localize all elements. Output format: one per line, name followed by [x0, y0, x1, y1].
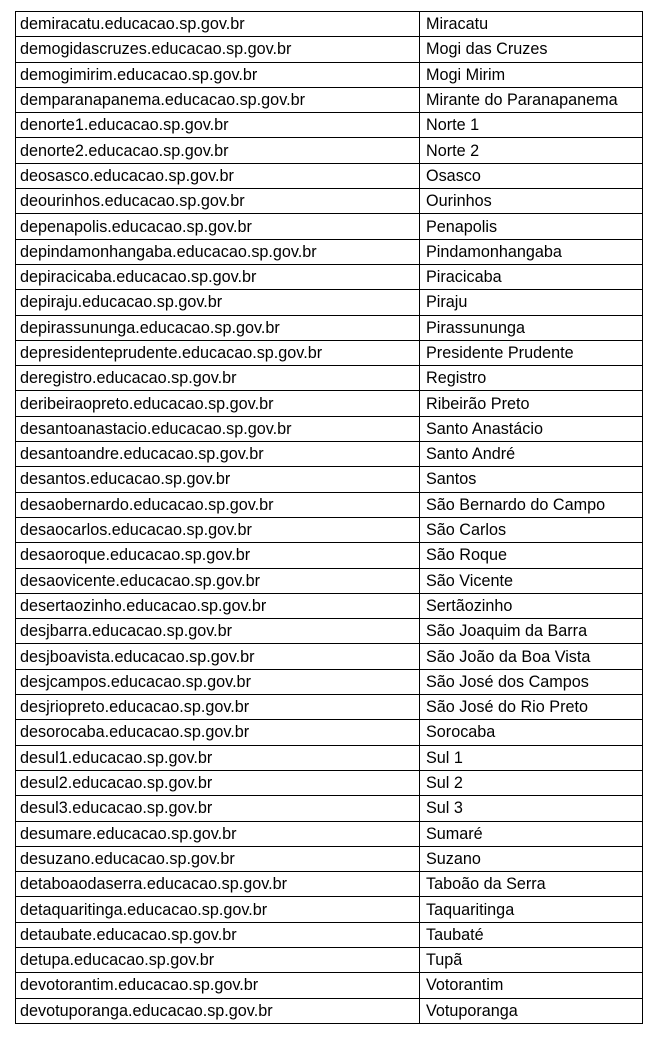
domain-cell: desul3.educacao.sp.gov.br	[16, 796, 420, 821]
domain-cell: desantoandre.educacao.sp.gov.br	[16, 442, 420, 467]
domain-cell: desaoroque.educacao.sp.gov.br	[16, 543, 420, 568]
table-row	[16, 517, 643, 542]
city-cell: Ribeirão Preto	[420, 391, 643, 416]
domain-cell: depresidenteprudente.educacao.sp.gov.br	[16, 340, 420, 365]
domain-cell: desjbarra.educacao.sp.gov.br	[16, 619, 420, 644]
table-row	[16, 821, 643, 846]
table-row	[16, 467, 643, 492]
city-cell: Piracicaba	[420, 264, 643, 289]
domain-cell: desertaozinho.educacao.sp.gov.br	[16, 593, 420, 618]
domain-cell: desantoanastacio.educacao.sp.gov.br	[16, 416, 420, 441]
city-cell: Mogi das Cruzes	[420, 37, 643, 62]
domain-cell: desjriopreto.educacao.sp.gov.br	[16, 695, 420, 720]
city-cell: Piraju	[420, 290, 643, 315]
city-cell: Sumaré	[420, 821, 643, 846]
city-cell: Santo Anastácio	[420, 416, 643, 441]
city-cell: Votorantim	[420, 973, 643, 998]
table-row	[16, 138, 643, 163]
table-row	[16, 593, 643, 618]
domain-cell: desaovicente.educacao.sp.gov.br	[16, 568, 420, 593]
domain-cell: deosasco.educacao.sp.gov.br	[16, 163, 420, 188]
domain-cell: devotorantim.educacao.sp.gov.br	[16, 973, 420, 998]
table-row	[16, 214, 643, 239]
city-cell: Sorocaba	[420, 720, 643, 745]
table-row	[16, 391, 643, 416]
domain-cell: depirassununga.educacao.sp.gov.br	[16, 315, 420, 340]
table-body	[16, 12, 643, 1024]
city-cell: São José dos Campos	[420, 669, 643, 694]
table-row	[16, 37, 643, 62]
domain-cell: desul1.educacao.sp.gov.br	[16, 745, 420, 770]
city-cell: Sertãozinho	[420, 593, 643, 618]
table-row	[16, 796, 643, 821]
table-row	[16, 492, 643, 517]
table-row	[16, 87, 643, 112]
city-cell: Pirassununga	[420, 315, 643, 340]
table-row	[16, 12, 643, 37]
table-row	[16, 113, 643, 138]
table-row	[16, 644, 643, 669]
domain-cell: desuzano.educacao.sp.gov.br	[16, 846, 420, 871]
city-cell: Taquaritinga	[420, 897, 643, 922]
table-row	[16, 872, 643, 897]
domain-city-table-container	[15, 11, 641, 1024]
table-row	[16, 568, 643, 593]
city-cell: Norte 1	[420, 113, 643, 138]
domain-cell: deregistro.educacao.sp.gov.br	[16, 366, 420, 391]
city-cell: Norte 2	[420, 138, 643, 163]
domain-cell: detaubate.educacao.sp.gov.br	[16, 922, 420, 947]
table-row	[16, 340, 643, 365]
table-row	[16, 695, 643, 720]
domain-cell: desaocarlos.educacao.sp.gov.br	[16, 517, 420, 542]
city-cell: Sul 2	[420, 770, 643, 795]
city-cell: Suzano	[420, 846, 643, 871]
domain-cell: demogimirim.educacao.sp.gov.br	[16, 62, 420, 87]
domain-cell: demiracatu.educacao.sp.gov.br	[16, 12, 420, 37]
table-row	[16, 163, 643, 188]
table-row	[16, 315, 643, 340]
domain-cell: depindamonhangaba.educacao.sp.gov.br	[16, 239, 420, 264]
city-cell: Votuporanga	[420, 998, 643, 1023]
domain-cell: deourinhos.educacao.sp.gov.br	[16, 189, 420, 214]
domain-cell: denorte1.educacao.sp.gov.br	[16, 113, 420, 138]
domain-cell: desjcampos.educacao.sp.gov.br	[16, 669, 420, 694]
city-cell: Registro	[420, 366, 643, 391]
city-cell: Taubaté	[420, 922, 643, 947]
domain-cell: desul2.educacao.sp.gov.br	[16, 770, 420, 795]
city-cell: Pindamonhangaba	[420, 239, 643, 264]
table-row	[16, 720, 643, 745]
table-row	[16, 846, 643, 871]
city-cell: Santos	[420, 467, 643, 492]
table-row	[16, 947, 643, 972]
domain-cell: demogidascruzes.educacao.sp.gov.br	[16, 37, 420, 62]
city-cell: Mogi Mirim	[420, 62, 643, 87]
city-cell: São Joaquim da Barra	[420, 619, 643, 644]
city-cell: Tupã	[420, 947, 643, 972]
domain-cell: demparanapanema.educacao.sp.gov.br	[16, 87, 420, 112]
city-cell: São José do Rio Preto	[420, 695, 643, 720]
table-row	[16, 442, 643, 467]
table-row	[16, 416, 643, 441]
domain-cell: detaboaodaserra.educacao.sp.gov.br	[16, 872, 420, 897]
table-row	[16, 922, 643, 947]
domain-cell: depiracicaba.educacao.sp.gov.br	[16, 264, 420, 289]
domain-cell: desorocaba.educacao.sp.gov.br	[16, 720, 420, 745]
city-cell: Osasco	[420, 163, 643, 188]
table-row	[16, 669, 643, 694]
table-row	[16, 264, 643, 289]
city-cell: São Carlos	[420, 517, 643, 542]
table-row	[16, 973, 643, 998]
city-cell: Sul 1	[420, 745, 643, 770]
table-row	[16, 62, 643, 87]
domain-cell: devotuporanga.educacao.sp.gov.br	[16, 998, 420, 1023]
domain-cell: detupa.educacao.sp.gov.br	[16, 947, 420, 972]
table-row	[16, 239, 643, 264]
table-row	[16, 745, 643, 770]
city-cell: São Bernardo do Campo	[420, 492, 643, 517]
city-cell: Presidente Prudente	[420, 340, 643, 365]
domain-cell: detaquaritinga.educacao.sp.gov.br	[16, 897, 420, 922]
city-cell: São João da Boa Vista	[420, 644, 643, 669]
city-cell: Mirante do Paranapanema	[420, 87, 643, 112]
table-row	[16, 897, 643, 922]
city-cell: Ourinhos	[420, 189, 643, 214]
domain-cell: desaobernardo.educacao.sp.gov.br	[16, 492, 420, 517]
city-cell: São Roque	[420, 543, 643, 568]
domain-cell: depenapolis.educacao.sp.gov.br	[16, 214, 420, 239]
city-cell: Penapolis	[420, 214, 643, 239]
domain-city-table	[15, 11, 643, 1024]
table-row	[16, 290, 643, 315]
domain-cell: denorte2.educacao.sp.gov.br	[16, 138, 420, 163]
city-cell: Santo André	[420, 442, 643, 467]
domain-cell: deribeiraopreto.educacao.sp.gov.br	[16, 391, 420, 416]
table-row	[16, 366, 643, 391]
city-cell: Taboão da Serra	[420, 872, 643, 897]
table-row	[16, 619, 643, 644]
city-cell: Sul 3	[420, 796, 643, 821]
domain-cell: desantos.educacao.sp.gov.br	[16, 467, 420, 492]
city-cell: Miracatu	[420, 12, 643, 37]
table-row	[16, 770, 643, 795]
table-row	[16, 189, 643, 214]
table-row	[16, 543, 643, 568]
domain-cell: depiraju.educacao.sp.gov.br	[16, 290, 420, 315]
domain-cell: desumare.educacao.sp.gov.br	[16, 821, 420, 846]
domain-cell: desjboavista.educacao.sp.gov.br	[16, 644, 420, 669]
table-row	[16, 998, 643, 1023]
city-cell: São Vicente	[420, 568, 643, 593]
